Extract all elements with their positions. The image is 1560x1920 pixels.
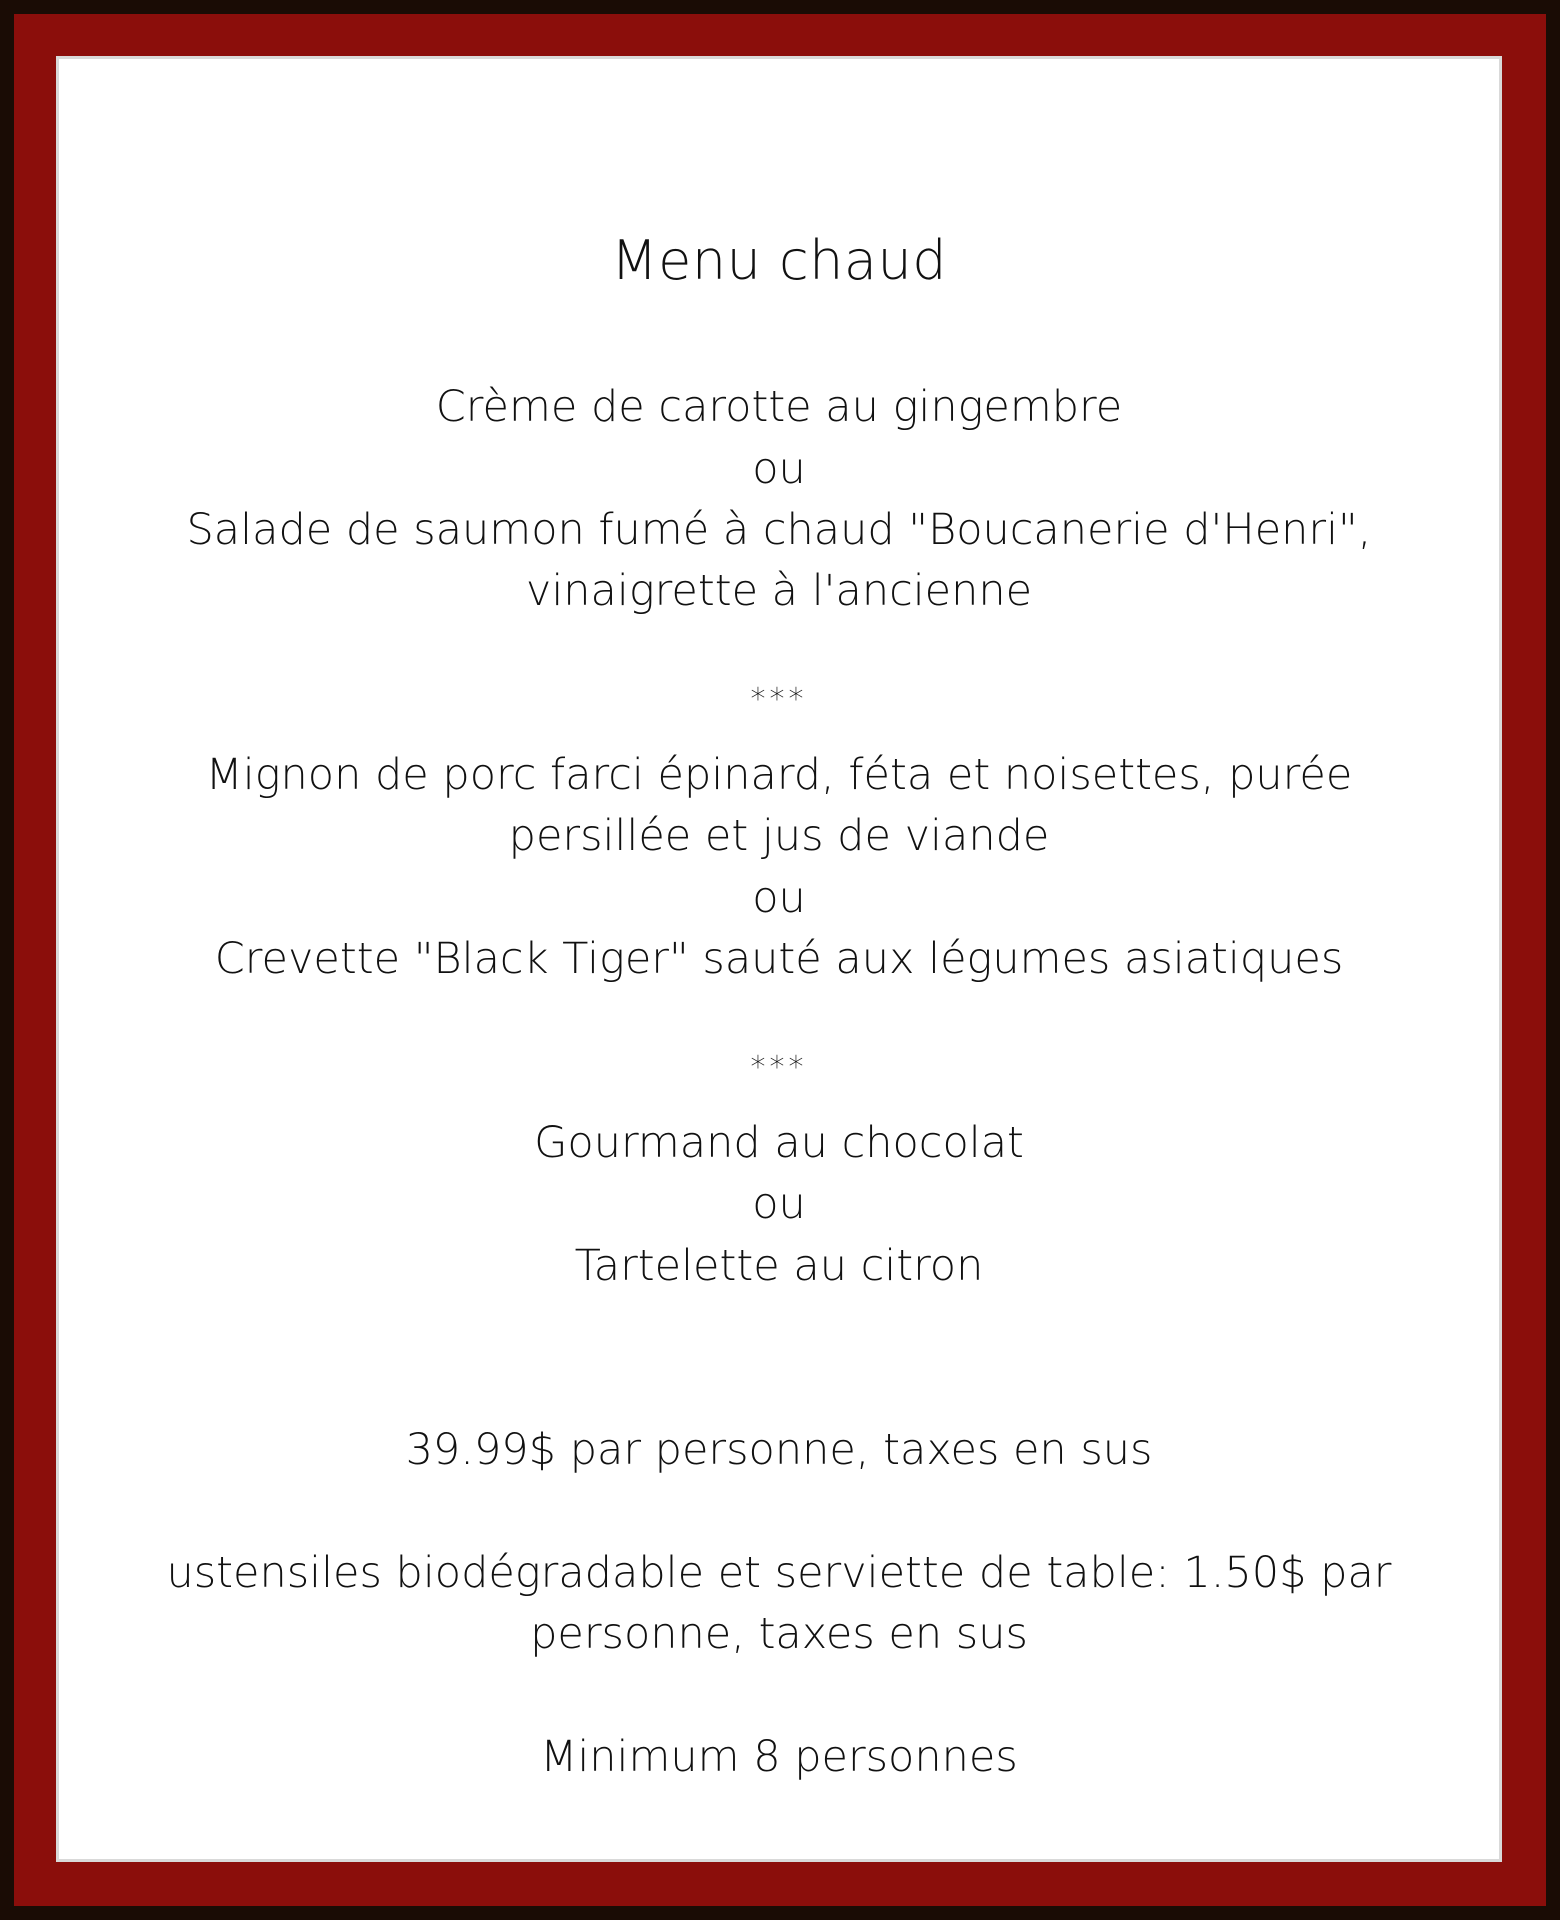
entree-option-2-line-2: vinaigrette à l'ancienne bbox=[525, 566, 1033, 616]
main-option-1-line-1: Mignon de porc farci épinard, féta et noisettes, purée bbox=[205, 750, 1353, 800]
entree-option-2-line-1: Salade de saumon fumé à chaud "Boucanerie d'Henri", bbox=[186, 505, 1372, 555]
minimum-text: Minimum 8 personnes bbox=[540, 1732, 1018, 1782]
course-separator: *** bbox=[750, 1050, 808, 1085]
price-text: 39.99$ par personne, taxes en sus bbox=[405, 1425, 1153, 1475]
dessert-option-1: Gourmand au chocolat bbox=[534, 1118, 1024, 1168]
entree-or: ou bbox=[752, 444, 806, 494]
utensils-line-1: ustensiles biodégradable et serviette de table: 1.50$ par bbox=[166, 1548, 1392, 1598]
entree-option-1: Crème de carotte au gingembre bbox=[435, 382, 1123, 432]
menu-title: Menu chaud bbox=[611, 229, 947, 292]
main-option-2: Crevette "Black Tiger" sauté aux légumes asiatiques bbox=[214, 934, 1344, 984]
dessert-or: ou bbox=[752, 1179, 806, 1229]
course-separator: *** bbox=[750, 682, 808, 717]
dessert-option-2: Tartelette au citron bbox=[574, 1241, 984, 1291]
main-option-1-line-2: persillée et jus de viande bbox=[508, 811, 1050, 861]
menu-card bbox=[56, 56, 1502, 1862]
main-or: ou bbox=[752, 873, 806, 923]
utensils-line-2: personne, taxes en sus bbox=[530, 1609, 1028, 1659]
